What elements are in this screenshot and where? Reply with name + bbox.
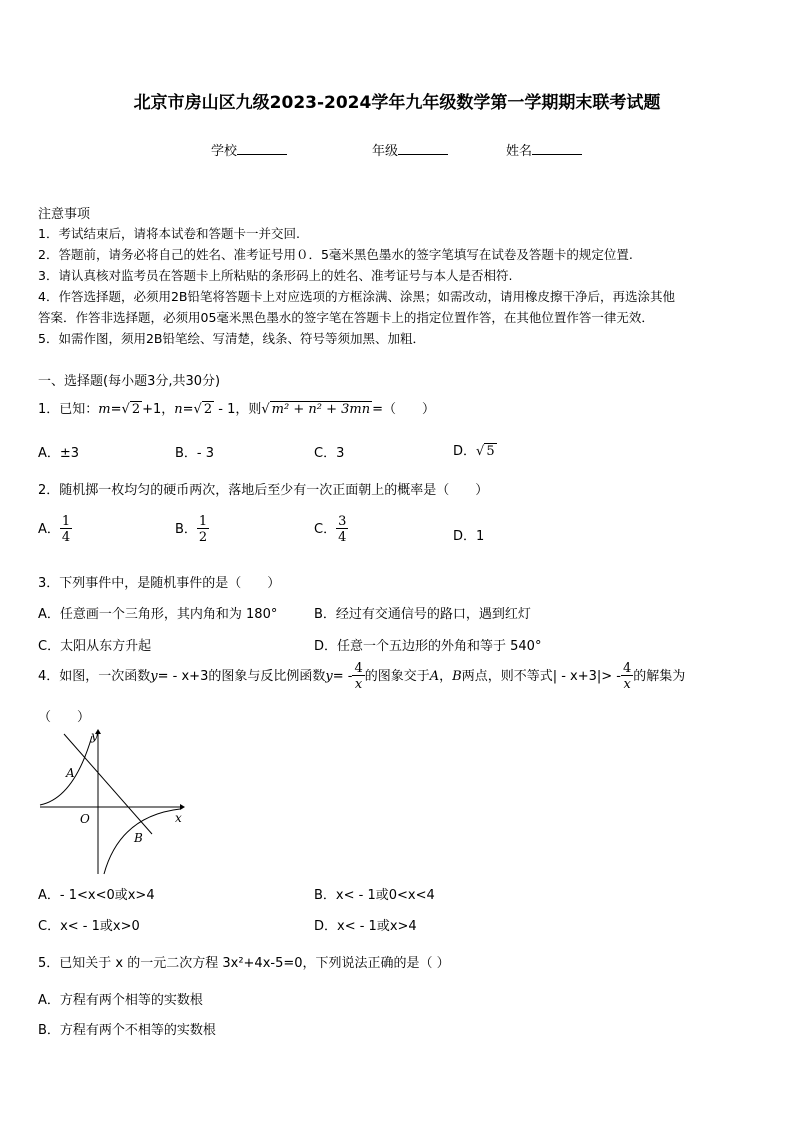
function-graph bbox=[36, 728, 186, 878]
q4-text: 的图象交于 bbox=[364, 669, 430, 684]
notes-heading: 注意事项 bbox=[38, 207, 91, 222]
sqrt-radicand: m² + n² + 3mn bbox=[271, 402, 371, 417]
q1-prefix: 1．已知： bbox=[38, 402, 99, 417]
option-a bbox=[38, 515, 72, 544]
y-axis-label: y bbox=[91, 729, 98, 743]
option-a: A．- 1<x<0或x>4 bbox=[38, 888, 155, 903]
sqrt-expression: √ m² + n² + 3mn bbox=[261, 402, 371, 417]
option-a: A．±3 bbox=[38, 446, 80, 461]
question-2-stem: 2．随机掷一枚均匀的硬币两次，落地后至少有一次正面朝上的概率是（ ） bbox=[38, 483, 489, 498]
q1-tail: =（ ） bbox=[372, 402, 435, 417]
option-c: C．太阳从东方升起 bbox=[38, 639, 152, 654]
point-a: A bbox=[429, 669, 440, 684]
fraction bbox=[336, 515, 348, 544]
numerator: 1 bbox=[61, 514, 71, 529]
sqrt-radicand: 5 bbox=[486, 444, 495, 459]
fraction bbox=[60, 515, 72, 544]
note-item: 5．如需作图，须用2B铅笔绘、写清楚，线条、符号等须加黑、加粗． bbox=[38, 331, 425, 346]
option-c: C．3 bbox=[314, 446, 345, 461]
option-d: D．x< - 1或x>4 bbox=[314, 919, 417, 934]
option-a: A．方程有两个相等的实数根 bbox=[38, 993, 203, 1008]
numerator: 4 bbox=[354, 661, 363, 676]
answer-paren: （ ） bbox=[38, 710, 91, 725]
page-title: 北京市房山区九级2023-2024学年九年级数学第一学期期末联考试题 bbox=[133, 93, 661, 113]
var-y: y bbox=[150, 669, 158, 684]
numerator: 3 bbox=[338, 514, 347, 529]
q1-plus: +1， bbox=[142, 402, 175, 417]
option-label: C． bbox=[314, 522, 337, 537]
denominator: 4 bbox=[338, 530, 347, 545]
question-5-stem: 5．已知关于 x 的一元二次方程 3x²+4x-5=0，下列说法正确的是（ ） bbox=[38, 956, 450, 971]
grade-label: 年级 bbox=[372, 144, 399, 159]
q4-text: ， bbox=[439, 669, 453, 684]
numerator: 4 bbox=[623, 661, 632, 676]
point-b-label: B bbox=[134, 831, 143, 845]
var-m: m bbox=[98, 402, 111, 417]
sqrt-radicand: 2 bbox=[203, 402, 213, 417]
var-n: n bbox=[174, 402, 183, 417]
option-b: B．方程有两个不相等的实数根 bbox=[38, 1023, 216, 1038]
linear-function-line bbox=[64, 734, 152, 834]
q4-text: 4．如图，一次函数 bbox=[38, 669, 151, 684]
point-a-label: A bbox=[66, 766, 75, 780]
q4-text: = - x+3的图象与反比例函数 bbox=[157, 669, 326, 684]
point-b: B bbox=[452, 669, 462, 684]
grade-field bbox=[372, 140, 448, 159]
q4-text: 的解集为 bbox=[633, 669, 686, 684]
q1-eq: = bbox=[182, 402, 194, 417]
option-label: A． bbox=[38, 522, 60, 537]
denominator: x bbox=[621, 675, 633, 691]
question-4-stem bbox=[38, 662, 685, 691]
denominator: 2 bbox=[198, 530, 208, 545]
numerator: 1 bbox=[198, 514, 208, 529]
sqrt-expression: √ 2 bbox=[193, 402, 213, 417]
name-label: 姓名 bbox=[506, 144, 533, 159]
option-b bbox=[175, 515, 209, 544]
question-3-stem: 3．下列事件中，是随机事件的是（ ） bbox=[38, 576, 281, 591]
note-item: 1．考试结束后，请将本试卷和答题卡一并交回. bbox=[38, 226, 300, 241]
var-y: y bbox=[325, 669, 333, 684]
option-a: A．任意画一个三角形，其内角和为 180° bbox=[38, 607, 278, 622]
q1-eq: = bbox=[110, 402, 122, 417]
option-b: B．x< - 1或0<x<4 bbox=[314, 888, 435, 903]
sqrt-expression: √ 2 bbox=[121, 402, 141, 417]
option-d: D．任意一个五边形的外角和等于 540° bbox=[314, 639, 542, 654]
note-item: 2．答题前，请务必将自己的姓名、准考证号用０．5毫米黑色墨水的签字笔填写在试卷及答题卡的规定位置. bbox=[38, 247, 633, 262]
denominator: 4 bbox=[61, 530, 71, 545]
fraction bbox=[621, 662, 633, 691]
q4-text: = - bbox=[332, 669, 353, 684]
fraction bbox=[197, 515, 209, 544]
option-b: B．经过有交通信号的路口，遇到红灯 bbox=[314, 607, 531, 622]
x-axis-arrow bbox=[180, 804, 185, 810]
school-blank bbox=[237, 142, 287, 155]
question-1-stem bbox=[38, 398, 435, 417]
option-label: B． bbox=[175, 522, 197, 537]
denominator: x bbox=[352, 675, 364, 691]
name-field bbox=[506, 140, 582, 159]
sqrt-radicand: 2 bbox=[131, 402, 141, 417]
option-d bbox=[453, 440, 497, 459]
option-d-label: D． bbox=[453, 444, 477, 459]
note-item: 答案．作答非选择题，必须用05毫米黑色墨水的签字笔在答题卡上的指定位置作答，在其他位置作答一律无效． bbox=[38, 310, 654, 325]
grade-blank bbox=[398, 142, 448, 155]
q4-text: 两点，则不等式| - x+3|> - bbox=[461, 669, 621, 684]
x-axis-label: x bbox=[175, 811, 182, 825]
school-label: 学校 bbox=[211, 144, 238, 159]
option-c bbox=[314, 515, 348, 544]
section-heading: 一、选择题(每小题3分,共30分) bbox=[38, 374, 221, 389]
note-item: 4．作答选择题，必须用2B铅笔将答题卡上对应选项的方框涂满、涂黑；如需改动，请用橡皮擦干净后，再选涂其他 bbox=[38, 289, 675, 304]
note-item: 3．请认真核对监考员在答题卡上所粘贴的条形码上的姓名、准考证号与本人是否相符. bbox=[38, 268, 513, 283]
name-blank bbox=[532, 142, 582, 155]
option-d: D．1 bbox=[453, 529, 485, 544]
option-c: C．x< - 1或x>0 bbox=[38, 919, 140, 934]
origin-label: O bbox=[80, 812, 90, 826]
sqrt-expression: √ 5 bbox=[476, 444, 495, 459]
option-b: B．- 3 bbox=[175, 446, 215, 461]
school-field bbox=[211, 140, 287, 159]
fraction bbox=[352, 662, 364, 691]
q1-minus: - 1，则 bbox=[214, 402, 262, 417]
